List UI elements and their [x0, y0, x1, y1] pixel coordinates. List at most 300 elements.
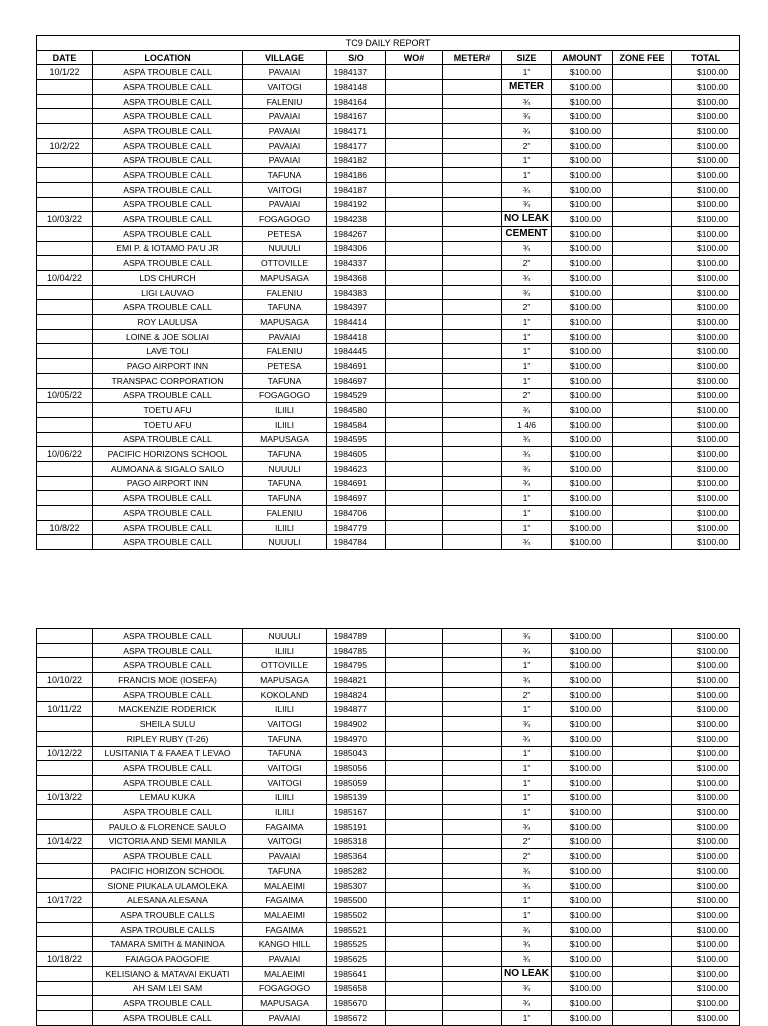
table-row [37, 908, 740, 923]
size-cell: NO LEAK [502, 212, 552, 227]
amount-cell: $100.00 [552, 285, 613, 300]
table-row [37, 922, 740, 937]
village-cell: NUUULI [243, 241, 327, 256]
table-row [37, 673, 740, 688]
meter-cell [443, 447, 502, 462]
date-cell: 10/10/22 [37, 673, 93, 688]
amount-cell: $100.00 [552, 819, 613, 834]
total-cell: $100.00 [672, 864, 740, 879]
so-cell: 1985364 [327, 849, 386, 864]
so-cell: 1985307 [327, 878, 386, 893]
location-cell: ASPA TROUBLE CALL [93, 761, 243, 776]
meter-cell [443, 182, 502, 197]
amount-cell: $100.00 [552, 329, 613, 344]
zone-fee-cell [613, 702, 672, 717]
size-cell: 1" [502, 329, 552, 344]
header-location: LOCATION [93, 50, 243, 65]
location-cell: ASPA TROUBLE CALL [93, 643, 243, 658]
size-cell: 1" [502, 344, 552, 359]
village-cell: PETESA [243, 359, 327, 374]
so-cell: 1984789 [327, 629, 386, 644]
total-cell: $100.00 [672, 819, 740, 834]
total-cell: $100.00 [672, 241, 740, 256]
location-cell: SIONE PIUKALA ULAMOLEKA [93, 878, 243, 893]
amount-cell: $100.00 [552, 966, 613, 981]
location-cell: ASPA TROUBLE CALLS [93, 908, 243, 923]
total-cell: $100.00 [672, 805, 740, 820]
table-body-1 [37, 65, 740, 550]
table-row [37, 864, 740, 879]
size-cell: 1" [502, 1010, 552, 1025]
amount-cell: $100.00 [552, 109, 613, 124]
size-cell: ¾ [502, 403, 552, 418]
location-cell: ASPA TROUBLE CALL [93, 153, 243, 168]
table-row [37, 461, 740, 476]
amount-cell: $100.00 [552, 226, 613, 241]
header-total: TOTAL [672, 50, 740, 65]
date-cell [37, 908, 93, 923]
date-cell [37, 226, 93, 241]
location-cell: ASPA TROUBLE CALL [93, 388, 243, 403]
table-row [37, 643, 740, 658]
so-cell: 1984580 [327, 403, 386, 418]
date-cell [37, 373, 93, 388]
date-cell [37, 819, 93, 834]
table-row [37, 520, 740, 535]
date-cell [37, 461, 93, 476]
meter-cell [443, 673, 502, 688]
size-cell: 1" [502, 702, 552, 717]
amount-cell: $100.00 [552, 849, 613, 864]
wo-cell [386, 834, 443, 849]
date-cell [37, 432, 93, 447]
wo-cell [386, 197, 443, 212]
wo-cell [386, 643, 443, 658]
total-cell: $100.00 [672, 315, 740, 330]
zone-fee-cell [613, 775, 672, 790]
location-cell: ASPA TROUBLE CALL [93, 124, 243, 139]
village-cell: NUUULI [243, 535, 327, 550]
table-row [37, 731, 740, 746]
total-cell: $100.00 [672, 447, 740, 462]
date-cell [37, 80, 93, 95]
total-cell: $100.00 [672, 285, 740, 300]
zone-fee-cell [613, 506, 672, 521]
so-cell: 1984824 [327, 687, 386, 702]
location-cell: ASPA TROUBLE CALL [93, 491, 243, 506]
date-cell: 10/17/22 [37, 893, 93, 908]
total-cell: $100.00 [672, 432, 740, 447]
table-row [37, 182, 740, 197]
zone-fee-cell [613, 373, 672, 388]
meter-cell [443, 952, 502, 967]
amount-cell: $100.00 [552, 893, 613, 908]
location-cell: EMI P. & IOTAMO PA'U JR [93, 241, 243, 256]
table-row [37, 315, 740, 330]
amount-cell: $100.00 [552, 996, 613, 1011]
meter-cell [443, 731, 502, 746]
village-cell: MALAEIMI [243, 966, 327, 981]
wo-cell [386, 94, 443, 109]
so-cell: 1984821 [327, 673, 386, 688]
table-row [37, 775, 740, 790]
so-cell: 1984148 [327, 80, 386, 95]
wo-cell [386, 922, 443, 937]
zone-fee-cell [613, 1010, 672, 1025]
so-cell: 1984784 [327, 535, 386, 550]
table-row [37, 849, 740, 864]
size-cell: ¾ [502, 952, 552, 967]
date-cell [37, 731, 93, 746]
total-cell: $100.00 [672, 506, 740, 521]
so-cell: 1984177 [327, 138, 386, 153]
village-cell: MAPUSAGA [243, 315, 327, 330]
zone-fee-cell [613, 109, 672, 124]
wo-cell [386, 746, 443, 761]
table-row [37, 212, 740, 227]
size-cell: ¾ [502, 864, 552, 879]
total-cell: $100.00 [672, 373, 740, 388]
amount-cell: $100.00 [552, 153, 613, 168]
so-cell: 1985500 [327, 893, 386, 908]
total-cell: $100.00 [672, 329, 740, 344]
meter-cell [443, 790, 502, 805]
date-cell: 10/13/22 [37, 790, 93, 805]
meter-cell [443, 65, 502, 80]
meter-cell [443, 138, 502, 153]
date-cell [37, 937, 93, 952]
location-cell: LUSITANIA T & FAAEA T LEVAO [93, 746, 243, 761]
village-cell: FAGAIMA [243, 922, 327, 937]
total-cell: $100.00 [672, 226, 740, 241]
zone-fee-cell [613, 937, 672, 952]
meter-cell [443, 94, 502, 109]
wo-cell [386, 256, 443, 271]
total-cell: $100.00 [672, 761, 740, 776]
village-cell: ILIILI [243, 520, 327, 535]
so-cell: 1984418 [327, 329, 386, 344]
meter-cell [443, 153, 502, 168]
meter-cell [443, 981, 502, 996]
date-cell [37, 109, 93, 124]
wo-cell [386, 226, 443, 241]
so-cell: 1984691 [327, 359, 386, 374]
date-cell [37, 491, 93, 506]
date-cell [37, 241, 93, 256]
amount-cell: $100.00 [552, 124, 613, 139]
size-cell: ¾ [502, 476, 552, 491]
size-cell: 1" [502, 520, 552, 535]
date-cell [37, 476, 93, 491]
date-cell [37, 1010, 93, 1025]
wo-cell [386, 790, 443, 805]
zone-fee-cell [613, 893, 672, 908]
village-cell: ILIILI [243, 403, 327, 418]
village-cell: FAGAIMA [243, 819, 327, 834]
amount-cell: $100.00 [552, 491, 613, 506]
table-row [37, 476, 740, 491]
so-cell: 1984306 [327, 241, 386, 256]
table-row [37, 805, 740, 820]
zone-fee-cell [613, 643, 672, 658]
so-cell: 1985059 [327, 775, 386, 790]
wo-cell [386, 849, 443, 864]
meter-cell [443, 658, 502, 673]
table-row [37, 373, 740, 388]
table-row [37, 403, 740, 418]
zone-fee-cell [613, 168, 672, 183]
location-cell: ASPA TROUBLE CALL [93, 506, 243, 521]
village-cell: PAVAIAI [243, 952, 327, 967]
meter-cell [443, 403, 502, 418]
so-cell: 1984795 [327, 658, 386, 673]
location-cell: LDS CHURCH [93, 271, 243, 286]
wo-cell [386, 388, 443, 403]
date-cell [37, 996, 93, 1011]
so-cell: 1984584 [327, 417, 386, 432]
location-cell: TAMARA SMITH & MANINOA [93, 937, 243, 952]
so-cell: 1984164 [327, 94, 386, 109]
zone-fee-cell [613, 432, 672, 447]
amount-cell: $100.00 [552, 761, 613, 776]
village-cell: MAPUSAGA [243, 271, 327, 286]
zone-fee-cell [613, 520, 672, 535]
total-cell: $100.00 [672, 717, 740, 732]
total-cell: $100.00 [672, 300, 740, 315]
table-row [37, 65, 740, 80]
location-cell: PAGO AIRPORT INN [93, 359, 243, 374]
location-cell: ASPA TROUBLE CALL [93, 138, 243, 153]
total-cell: $100.00 [672, 937, 740, 952]
meter-cell [443, 491, 502, 506]
zone-fee-cell [613, 687, 672, 702]
wo-cell [386, 952, 443, 967]
village-cell: TAFUNA [243, 373, 327, 388]
meter-cell [443, 775, 502, 790]
wo-cell [386, 300, 443, 315]
zone-fee-cell [613, 535, 672, 550]
village-cell: PAVAIAI [243, 197, 327, 212]
meter-cell [443, 344, 502, 359]
table-row [37, 388, 740, 403]
zone-fee-cell [613, 138, 672, 153]
location-cell: ASPA TROUBLE CALL [93, 256, 243, 271]
date-cell [37, 403, 93, 418]
so-cell: 1984595 [327, 432, 386, 447]
meter-cell [443, 168, 502, 183]
meter-cell [443, 417, 502, 432]
amount-cell: $100.00 [552, 643, 613, 658]
village-cell: TAFUNA [243, 476, 327, 491]
table-row [37, 447, 740, 462]
table-row [37, 491, 740, 506]
location-cell: ASPA TROUBLE CALL [93, 197, 243, 212]
table-row [37, 761, 740, 776]
meter-cell [443, 124, 502, 139]
village-cell: NUUULI [243, 629, 327, 644]
total-cell: $100.00 [672, 271, 740, 286]
zone-fee-cell [613, 226, 672, 241]
zone-fee-cell [613, 908, 672, 923]
table-row [37, 432, 740, 447]
size-cell: 1" [502, 790, 552, 805]
date-cell [37, 658, 93, 673]
amount-cell: $100.00 [552, 212, 613, 227]
size-cell: 1" [502, 359, 552, 374]
location-cell: ASPA TROUBLE CALLS [93, 922, 243, 937]
total-cell: $100.00 [672, 491, 740, 506]
date-cell [37, 805, 93, 820]
table-row [37, 124, 740, 139]
total-cell: $100.00 [672, 908, 740, 923]
meter-cell [443, 329, 502, 344]
so-cell: 1984182 [327, 153, 386, 168]
wo-cell [386, 212, 443, 227]
amount-cell: $100.00 [552, 952, 613, 967]
daily-report-table-2 [36, 628, 740, 1026]
amount-cell: $100.00 [552, 1010, 613, 1025]
size-cell: ¾ [502, 124, 552, 139]
meter-cell [443, 966, 502, 981]
village-cell: PAVAIAI [243, 109, 327, 124]
location-cell: TOETU AFU [93, 417, 243, 432]
date-cell [37, 775, 93, 790]
so-cell: 1985525 [327, 937, 386, 952]
so-cell: 1985521 [327, 922, 386, 937]
amount-cell: $100.00 [552, 417, 613, 432]
total-cell: $100.00 [672, 702, 740, 717]
date-cell: 10/8/22 [37, 520, 93, 535]
size-cell: 1" [502, 506, 552, 521]
size-cell: 1" [502, 168, 552, 183]
total-cell: $100.00 [672, 94, 740, 109]
table-row [37, 506, 740, 521]
wo-cell [386, 432, 443, 447]
table-row [37, 417, 740, 432]
amount-cell: $100.00 [552, 878, 613, 893]
zone-fee-cell [613, 761, 672, 776]
location-cell: ASPA TROUBLE CALL [93, 212, 243, 227]
size-cell: ¾ [502, 981, 552, 996]
wo-cell [386, 506, 443, 521]
meter-cell [443, 300, 502, 315]
so-cell: 1984623 [327, 461, 386, 476]
village-cell: TAFUNA [243, 447, 327, 462]
location-cell: SHEILA SULU [93, 717, 243, 732]
date-cell [37, 878, 93, 893]
location-cell: PACIFIC HORIZON SCHOOL [93, 864, 243, 879]
size-cell: 1" [502, 491, 552, 506]
total-cell: $100.00 [672, 461, 740, 476]
zone-fee-cell [613, 952, 672, 967]
total-cell: $100.00 [672, 643, 740, 658]
meter-cell [443, 893, 502, 908]
total-cell: $100.00 [672, 182, 740, 197]
zone-fee-cell [613, 359, 672, 374]
meter-cell [443, 819, 502, 834]
table-row [37, 893, 740, 908]
amount-cell: $100.00 [552, 403, 613, 418]
size-cell: ¾ [502, 535, 552, 550]
wo-cell [386, 629, 443, 644]
size-cell: 2" [502, 138, 552, 153]
size-cell: ¾ [502, 673, 552, 688]
zone-fee-cell [613, 447, 672, 462]
location-cell: AUMOANA & SIGALO SAILO [93, 461, 243, 476]
date-cell [37, 300, 93, 315]
size-cell: ¾ [502, 996, 552, 1011]
zone-fee-cell [613, 197, 672, 212]
location-cell: ASPA TROUBLE CALL [93, 109, 243, 124]
meter-cell [443, 746, 502, 761]
meter-cell [443, 197, 502, 212]
total-cell: $100.00 [672, 966, 740, 981]
date-cell [37, 197, 93, 212]
amount-cell: $100.00 [552, 168, 613, 183]
amount-cell: $100.00 [552, 687, 613, 702]
date-cell [37, 761, 93, 776]
total-cell: $100.00 [672, 535, 740, 550]
total-cell: $100.00 [672, 775, 740, 790]
total-cell: $100.00 [672, 922, 740, 937]
size-cell: 1 4/6 [502, 417, 552, 432]
village-cell: TAFUNA [243, 731, 327, 746]
village-cell: FALENIU [243, 94, 327, 109]
size-cell: 1" [502, 315, 552, 330]
wo-cell [386, 138, 443, 153]
total-cell: $100.00 [672, 731, 740, 746]
amount-cell: $100.00 [552, 65, 613, 80]
village-cell: FALENIU [243, 285, 327, 300]
meter-cell [443, 687, 502, 702]
meter-cell [443, 285, 502, 300]
village-cell: PAVAIAI [243, 138, 327, 153]
village-cell: KOKOLAND [243, 687, 327, 702]
date-cell: 10/18/22 [37, 952, 93, 967]
meter-cell [443, 359, 502, 374]
size-cell: ¾ [502, 461, 552, 476]
amount-cell: $100.00 [552, 300, 613, 315]
meter-cell [443, 256, 502, 271]
meter-cell [443, 212, 502, 227]
size-cell: ¾ [502, 109, 552, 124]
meter-cell [443, 109, 502, 124]
wo-cell [386, 717, 443, 732]
wo-cell [386, 996, 443, 1011]
zone-fee-cell [613, 746, 672, 761]
so-cell: 1984137 [327, 65, 386, 80]
size-cell: 2" [502, 834, 552, 849]
village-cell: VAITOGI [243, 775, 327, 790]
location-cell: FAIAGOA PAOGOFIE [93, 952, 243, 967]
meter-cell [443, 702, 502, 717]
village-cell: TAFUNA [243, 491, 327, 506]
meter-cell [443, 1010, 502, 1025]
size-cell: ¾ [502, 241, 552, 256]
meter-cell [443, 535, 502, 550]
size-cell: 2" [502, 849, 552, 864]
table-row [37, 138, 740, 153]
wo-cell [386, 687, 443, 702]
wo-cell [386, 761, 443, 776]
amount-cell: $100.00 [552, 775, 613, 790]
header-village: VILLAGE [243, 50, 327, 65]
location-cell: AH SAM LEI SAM [93, 981, 243, 996]
header-amount: AMOUNT [552, 50, 613, 65]
amount-cell: $100.00 [552, 673, 613, 688]
total-cell: $100.00 [672, 1010, 740, 1025]
total-cell: $100.00 [672, 109, 740, 124]
